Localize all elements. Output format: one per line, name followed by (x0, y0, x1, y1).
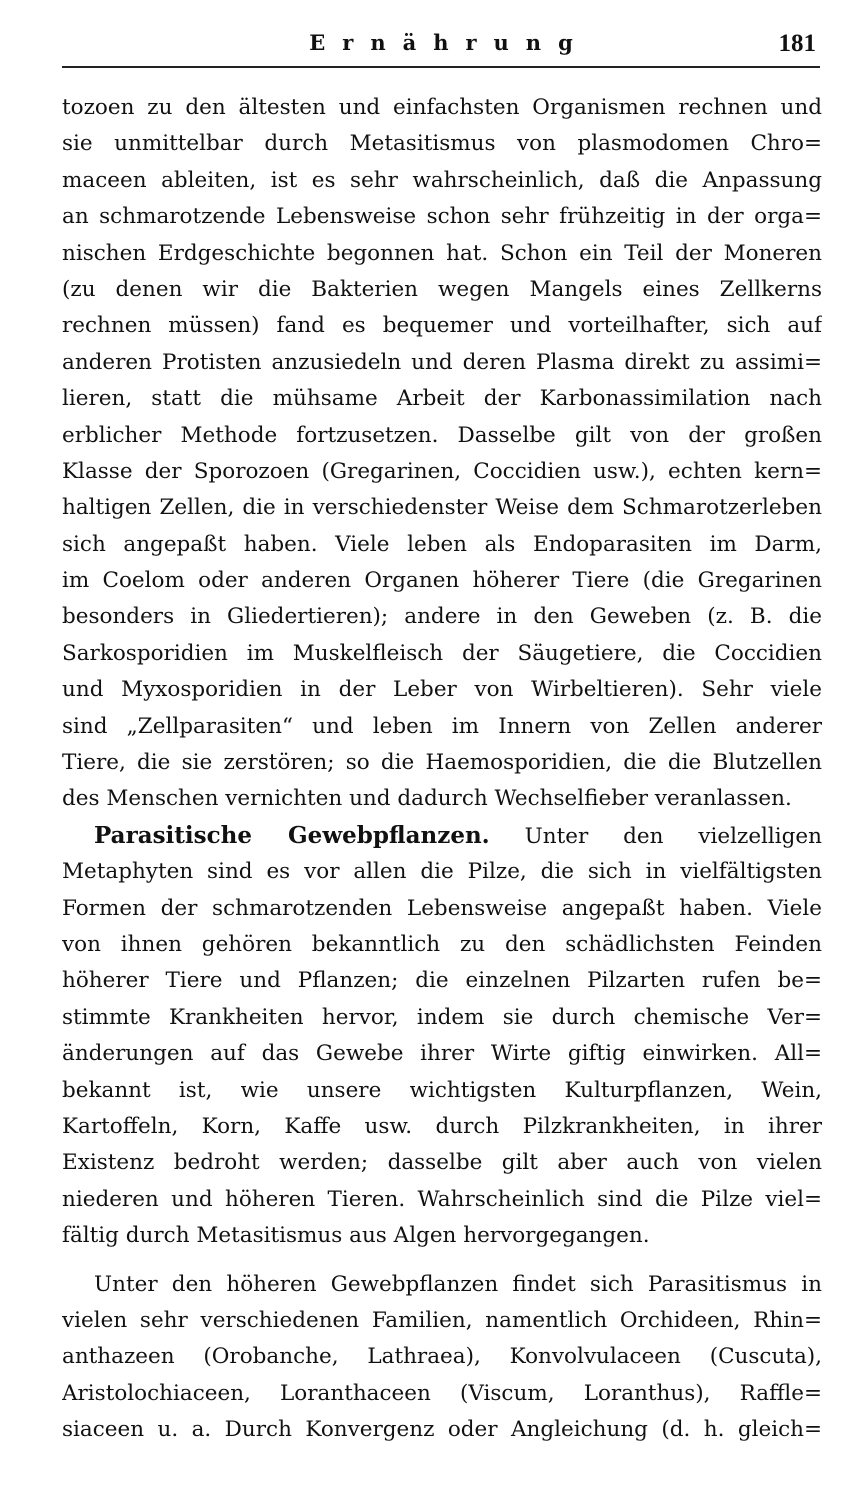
text-line: Aristolochiaceen, Loranthaceen (Viscum, Loranthus), Raffle= (62, 1380, 822, 1406)
text-line: nischen Erdgeschichte begonnen hat. Schon ein Teil der Moneren (62, 240, 822, 266)
paragraph-1 (62, 90, 822, 818)
text-line: vielen sehr verschiedenen Familien, namentlich Orchideen, Rhin= (62, 1307, 822, 1333)
text-line: sie unmittelbar durch Metasitismus von plasmodomen Chro= (62, 131, 822, 157)
text-line: Tiere, die sie zerstören; so die Haemosporidien, die die Blutzellen (62, 750, 822, 776)
text-line: stimmte Krankheiten hervor, indem sie durch chemische Ver= (62, 1004, 822, 1030)
running-title: Ernährung (309, 30, 590, 55)
body-text (62, 90, 822, 1448)
text-line (62, 818, 822, 854)
text-line: siaceen u. a. Durch Konvergenz oder Angleichung (d. h. gleich= (62, 1417, 822, 1443)
text-line: Kartoffeln, Korn, Kaffe usw. durch Pilzkrankheiten, in ihrer (62, 1113, 822, 1139)
text-line: an schmarotzende Lebensweise schon sehr frühzeitig in der orga= (62, 204, 822, 230)
heading-line-rest: Unter den vielzelligen (524, 823, 822, 849)
text-line: im Coelom oder anderen Organen höherer Tiere (die Gregarinen (62, 568, 822, 594)
text-line: änderungen auf das Gewebe ihrer Wirte giftig einwirken. All= (62, 1041, 822, 1067)
text-line: Unter den höheren Gewebpflanzen findet sich Parasitismus in (94, 1271, 822, 1297)
text-line: rechnen müssen) fand es bequemer und vorteilhafter, sich auf (62, 313, 822, 339)
text-line: maceen ableiten, ist es sehr wahrscheinlich, daß die Anpassung (62, 167, 822, 193)
text-line: (zu denen wir die Bakterien wegen Mangels eines Zellkerns (62, 276, 822, 302)
text-line: Klasse der Sporozoen (Gregarinen, Coccidien usw.), echten kern= (62, 458, 822, 484)
text-line: Sarkosporidien im Muskelfleisch der Säugetiere, die Coccidien (62, 640, 822, 666)
text-line: niederen und höheren Tieren. Wahrscheinlich sind die Pilze viel= (62, 1186, 822, 1212)
text-line: Formen der schmarotzenden Lebensweise angepaßt haben. Viele (62, 895, 822, 921)
text-line: besonders in Gliedertieren); andere in den Geweben (z. B. die (62, 604, 822, 630)
text-line: Metaphyten sind es vor allen die Pilze, die sich in vielfältigsten (62, 859, 822, 885)
text-line: anthazeen (Orobanche, Lathraea), Konvolvulaceen (Cuscuta), (62, 1344, 822, 1370)
text-line: des Menschen vernichten und dadurch Wechselfieber veranlassen. (62, 786, 792, 812)
text-line: bekannt ist, wie unsere wichtigsten Kulturpflanzen, Wein, (62, 1077, 822, 1103)
paragraph-3 (62, 1267, 822, 1449)
text-line: höherer Tiere und Pflanzen; die einzelnen Pilzarten rufen be= (62, 968, 822, 994)
paragraph-gap (62, 1255, 822, 1267)
text-line: anderen Protisten anzusiedeln und deren Plasma direkt zu assimi= (62, 349, 822, 375)
section-heading: Parasitische Gewebpflanzen. (94, 821, 490, 849)
text-line: sind „Zellparasiten“ und leben im Innern von Zellen anderer (62, 713, 822, 739)
text-line: lieren, statt die mühsame Arbeit der Karbonassimilation nach (62, 386, 822, 412)
text-line: haltigen Zellen, die in verschiedenster Weise dem Schmarotzerleben (62, 495, 822, 521)
text-line: erblicher Methode fortzusetzen. Dasselbe gilt von der großen (62, 422, 822, 448)
page-number: 181 (778, 30, 816, 57)
text-line: fältig durch Metasitismus aus Algen hervorgegangen. (62, 1223, 650, 1249)
paragraph-2 (62, 818, 822, 1255)
header-rule (62, 66, 820, 68)
text-line: tozoen zu den ältesten und einfachsten Organismen rechnen und (62, 95, 822, 120)
text-line: sich angepaßt haben. Viele leben als Endoparasiten im Darm, (62, 531, 822, 557)
text-line: und Myxosporidien in der Leber von Wirbeltieren). Sehr viele (62, 677, 822, 703)
text-line: von ihnen gehören bekanntlich zu den schädlichsten Feinden (62, 931, 822, 957)
text-line: Existenz bedroht werden; dasselbe gilt aber auch von vielen (62, 1150, 822, 1176)
running-head (62, 26, 820, 66)
